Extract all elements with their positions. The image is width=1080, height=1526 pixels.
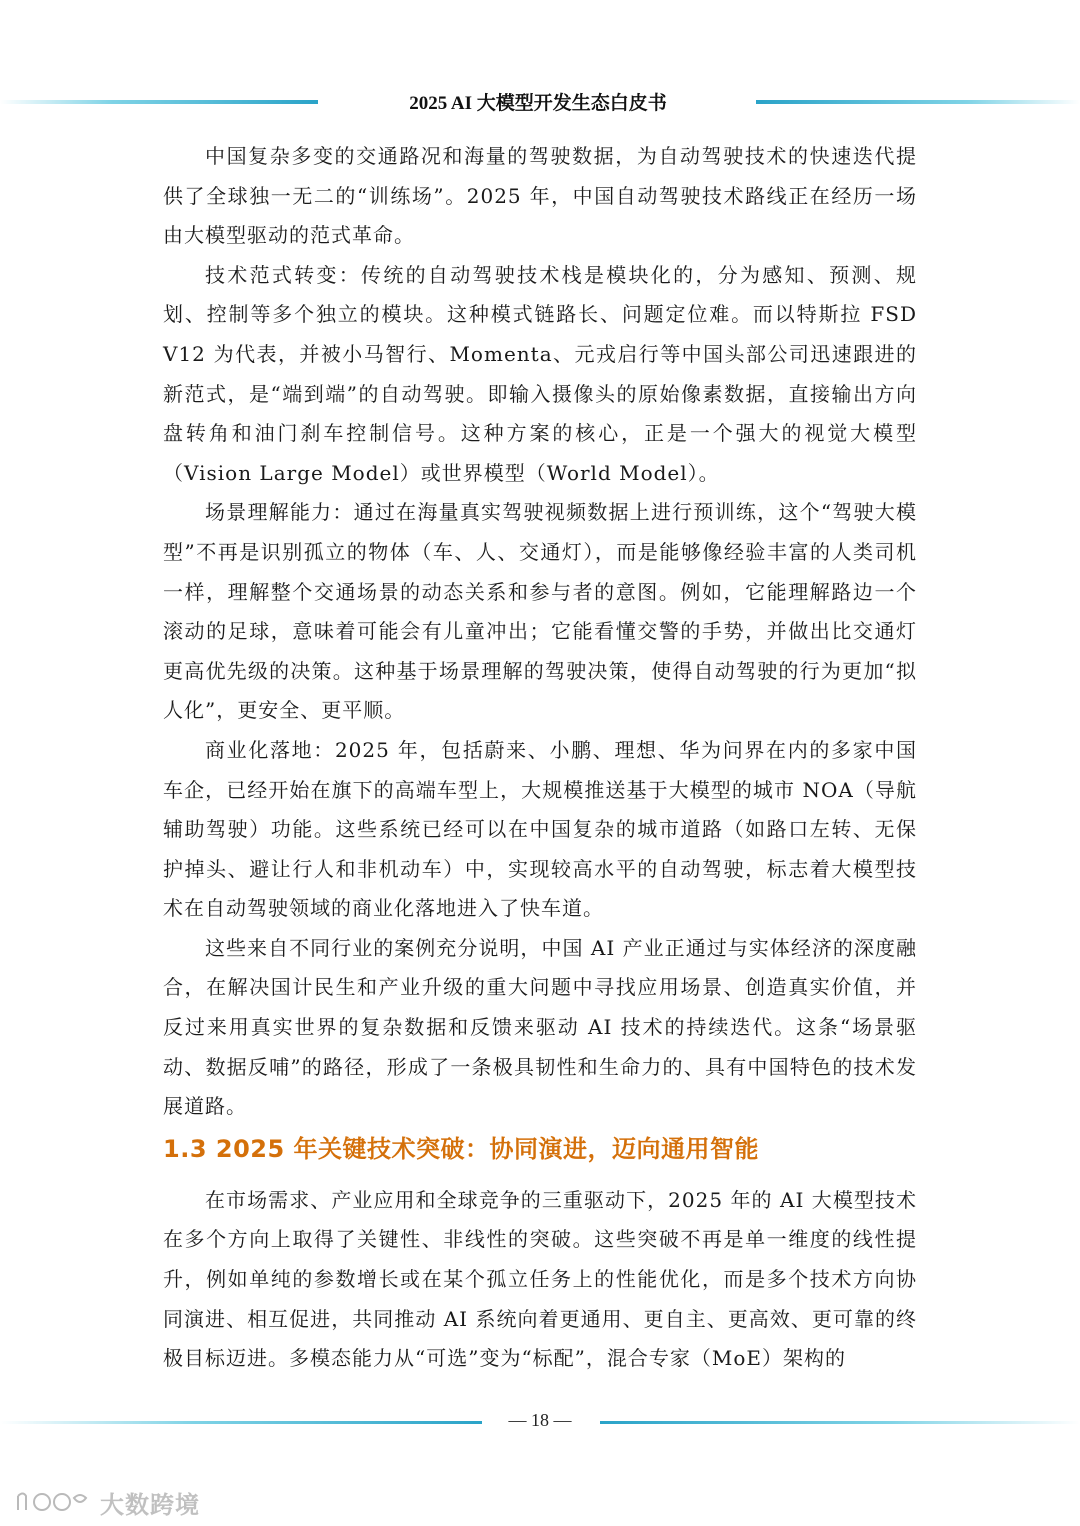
section-heading: 1.3 2025 年关键技术突破：协同演进，迈向通用智能 bbox=[163, 1134, 760, 1163]
paragraph-scene-understanding: 场景理解能力：通过在海量真实驾驶视频数据上进行预训练，这个“驾驶大模型”不再是识别孤立的物体（车、人、交通灯），而是能够像经验丰富的人类司机一样，理解整个交通场景的动态关系和参与者的意图。例如，它能理解路边一个滚动的足球，意味着可能会有儿童冲出；它能看懂交警的手势，并做出比交通灯更高优先级的决策。这种基于场景理解的驾驶决策，使得自动驾驶的行为更加“拟人化”，更安全、更平顺。 bbox=[163, 500, 917, 723]
watermark-logo-icon bbox=[14, 1488, 92, 1516]
page-number: — 18 — bbox=[508, 1410, 572, 1430]
watermark bbox=[14, 1486, 200, 1518]
header-rule-left bbox=[0, 100, 318, 104]
page-body bbox=[163, 137, 917, 1379]
footer-rule-left bbox=[0, 1421, 482, 1424]
page-footer bbox=[0, 1410, 1080, 1434]
watermark-text: 大数跨境 bbox=[100, 1490, 200, 1519]
paragraph-paradigm-shift: 技术范式转变：传统的自动驾驶技术栈是模块化的，分为感知、预测、规划、控制等多个独立的模块。这种模式链路长、问题定位难。而以特斯拉 FSD V12 为代表，并被小马智行、Momenta、元戎启行等中国头部公司迅速跟进的新范式，是“端到端”的自动驾驶。即输入摄像头的原始像素数据，直接输出方向盘转角和油门刹车控制信号。这种方案的核心，正是一个强大的视觉大模型（Vision Large Model）或世界模型（World Model）。 bbox=[163, 262, 917, 485]
paragraph-key-breakthroughs: 在市场需求、产业应用和全球竞争的三重驱动下，2025 年的 AI 大模型技术在多个方向上取得了关键性、非线性的突破。这些突破不再是单一维度的线性提升，例如单纯的参数增长或在某个孤立任务上的性能优化，而是多个技术方向协同演进、相互促进，共同推动 AI 系统向着更通用、更自主、更高效、更可靠的终极目标迈进。多模态能力从“可选”变为“标配”，混合专家（MoE）架构的 bbox=[163, 1187, 917, 1371]
document-title: 2025 AI 大模型开发生态白皮书 bbox=[409, 93, 667, 114]
page-header bbox=[0, 84, 1080, 124]
paragraph-training-ground: 中国复杂多变的交通路况和海量的驾驶数据，为自动驾驶技术的快速迭代提供了全球独一无二的“训练场”。2025 年，中国自动驾驶技术路线正在经历一场由大模型驱动的范式革命。 bbox=[163, 144, 917, 248]
footer-rule-right bbox=[600, 1421, 1080, 1424]
paragraph-industry-summary: 这些来自不同行业的案例充分说明，中国 AI 产业正通过与实体经济的深度融合，在解决国计民生和产业升级的重大问题中寻找应用场景、创造真实价值，并反过来用真实世界的复杂数据和反馈来驱动 AI 技术的持续迭代。这条“场景驱动、数据反哺”的路径，形成了一条极具韧性和生命力的、具有中国特色的技术发展道路。 bbox=[163, 935, 917, 1119]
paragraph-commercialization: 商业化落地：2025 年，包括蔚来、小鹏、理想、华为问界在内的多家中国车企，已经开始在旗下的高端车型上，大规模推送基于大模型的城市 NOA（导航辅助驾驶）功能。这些系统已经可以在中国复杂的城市道路（如路口左转、无保护掉头、避让行人和非机动车）中，实现较高水平的自动驾驶，标志着大模型技术在自动驾驶领域的商业化落地进入了快车道。 bbox=[163, 737, 917, 921]
header-rule-right bbox=[756, 100, 1080, 104]
